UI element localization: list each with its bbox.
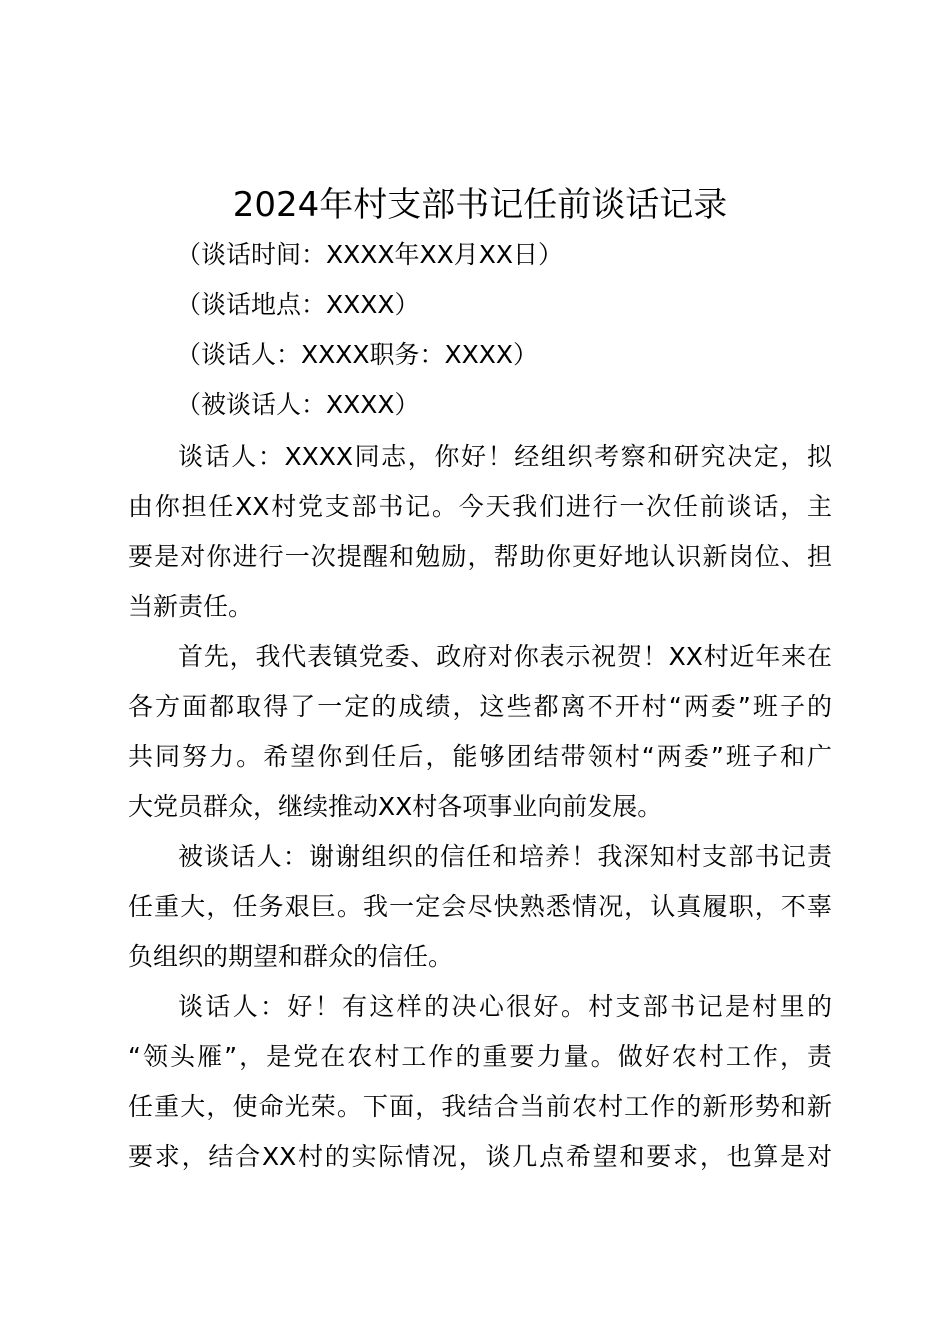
meta-talk-location: （谈话地点：XXXX） [176, 290, 420, 319]
meta-talk-time: （谈话时间：XXXX年XX月XX日） [176, 240, 564, 269]
paragraph-line: 谈话人：好！有这样的决心很好。村支部书记是村里的 [178, 992, 832, 1021]
document-title: 2024年村支部书记任前谈话记录 [232, 185, 728, 225]
paragraph-line: 要求，结合XX村的实际情况，谈几点希望和要求，也算是对 [128, 1142, 832, 1171]
paragraph-line: 要是对你进行一次提醒和勉励，帮助你更好地认识新岗位、担 [128, 542, 832, 571]
paragraph-line: 各方面都取得了一定的成绩，这些都离不开村“两委”班子的 [128, 692, 832, 721]
paragraph-line: 任重大，使命光荣。下面，我结合当前农村工作的新形势和新 [128, 1092, 832, 1121]
paragraph [128, 982, 832, 1182]
paragraph-line: 共同努力。希望你到任后，能够团结带领村“两委”班子和广 [128, 742, 832, 771]
meta-talker: （谈话人：XXXX职务：XXXX） [176, 340, 539, 369]
paragraph [128, 832, 832, 982]
paragraph-line: 被谈话人：谢谢组织的信任和培养！我深知村支部书记责 [178, 842, 832, 871]
paragraph-line: 首先，我代表镇党委、政府对你表示祝贺！XX村近年来在 [178, 642, 832, 671]
paragraph [128, 632, 832, 832]
paragraph [128, 432, 832, 632]
paragraph-line: 负组织的期望和群众的信任。 [128, 942, 454, 971]
paragraph-line: “领头雁”，是党在农村工作的重要力量。做好农村工作，责 [128, 1042, 832, 1071]
document-body [128, 432, 832, 1182]
paragraph-line: 谈话人：XXXX同志，你好！经组织考察和研究决定，拟 [178, 442, 832, 471]
paragraph-line: 任重大，任务艰巨。我一定会尽快熟悉情况，认真履职，不辜 [128, 892, 832, 921]
paragraph-line: 大党员群众，继续推动XX村各项事业向前发展。 [128, 792, 663, 821]
meta-interviewee: （被谈话人：XXXX） [176, 390, 420, 419]
paragraph-line: 当新责任。 [128, 592, 254, 621]
paragraph-line: 由你担任XX村党支部书记。今天我们进行一次任前谈话，主 [128, 492, 832, 521]
